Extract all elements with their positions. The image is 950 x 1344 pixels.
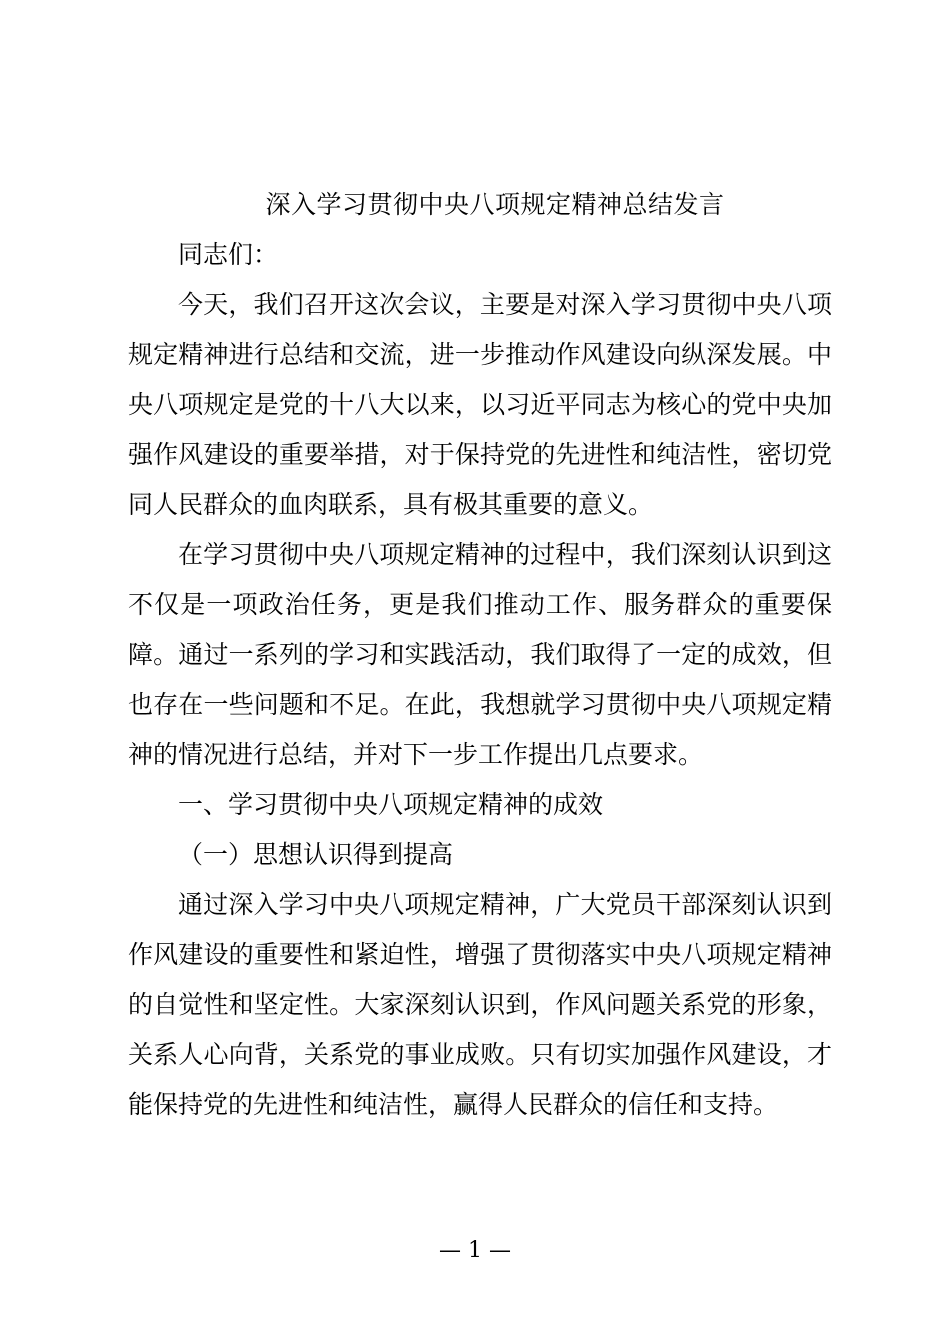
paragraph-thinking: 通过深入学习中央八项规定精神，广大党员干部深刻认识到作风建设的重要性和紧迫性，增强了贯彻落实中央八项规定精神的自觉性和坚定性。大家深刻认识到，作风问题关系党的形象，关系人心向背，关系党的事业成败。只有切实加强作风建设，才能保持党的先进性和纯洁性，赢得人民群众的信任和支持。 — [128, 890, 832, 1119]
subsection-heading-1: （一）思想认识得到提高 — [178, 840, 454, 869]
paragraph-intro: 今天，我们召开这次会议，主要是对深入学习贯彻中央八项规定精神进行总结和交流，进一步推动作风建设向纵深发展。中央八项规定是党的十八大以来，以习近平同志为核心的党中央加强作风建设的重要举措，对于保持党的先进性和纯洁性，密切党同人民群众的血肉联系，具有极其重要的意义。 — [128, 290, 832, 519]
document-body — [128, 180, 832, 1130]
document-title: 深入学习贯彻中央八项规定精神总结发言 — [265, 190, 725, 219]
page-number: — 1 — — [439, 1238, 511, 1263]
section-heading-1: 一、学习贯彻中央八项规定精神的成效 — [178, 790, 604, 819]
salutation: 同志们： — [178, 240, 279, 269]
paragraph-overview: 在学习贯彻中央八项规定精神的过程中，我们深刻认识到这不仅是一项政治任务，更是我们推动工作、服务群众的重要保障。通过一系列的学习和实践活动，我们取得了一定的成效，但也存在一些问题和不足。在此，我想就学习贯彻中央八项规定精神的情况进行总结，并对下一步工作提出几点要求。 — [128, 540, 832, 769]
